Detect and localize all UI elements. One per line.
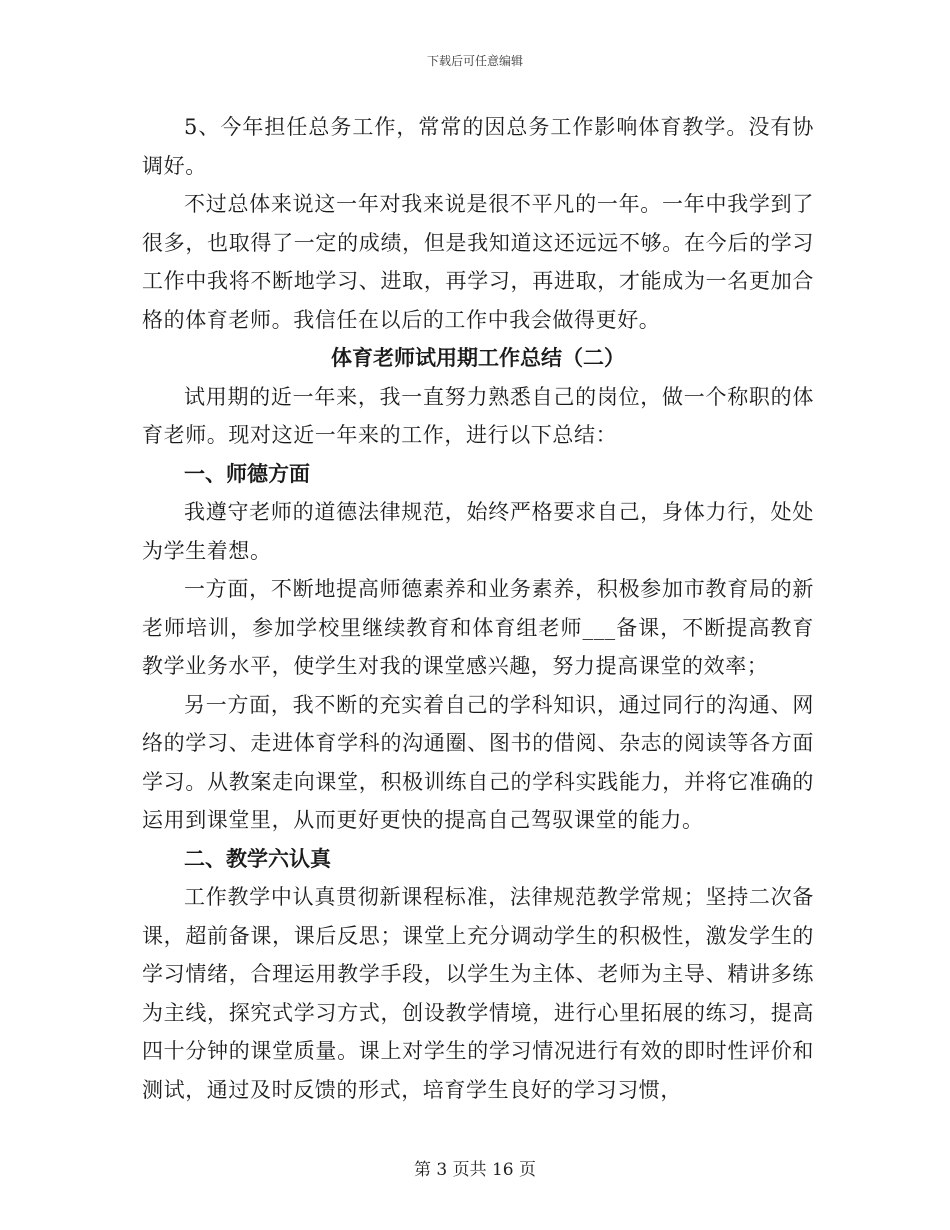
paragraph-ethics-2: 一方面，不断地提高师德素养和业务素养，积极参加市教育局的新老师培训，参加学校里继续教育和体育组老师___备课，不断提高教育教学业务水平，使学生对我的课堂感兴趣，努力提高课堂的效率；: [142, 577, 814, 678]
paragraph-teaching: 工作教学中认真贯彻新课程标准，法律规范教学常规；坚持二次备课，超前备课，课后反思；课堂上充分调动学生的积极性，激发学生的学习情绪，合理运用教学手段，以学生为主体、老师为主导、精讲多练为主线，探究式学习方式，创设教学情境，进行心里拓展的练习，提高四十分钟的课堂质量。课上对学生的学习情况进行有效的即时性评价和测试，通过及时反馈的形式，培育学生良好的学习习惯，: [142, 885, 814, 1102]
heading-teaching: 二、教学六认真: [184, 846, 331, 871]
document-body: [142, 108, 814, 1109]
section-title: 体育老师试用期工作总结（二）: [331, 346, 625, 370]
page-header: 下载后可任意编辑: [426, 54, 523, 68]
paragraph-general-affairs: 5、今年担任总务工作，常常的因总务工作影响体育教学。没有协调好。: [142, 115, 814, 178]
paragraph-intro: 试用期的近一年来，我一直努力熟悉自己的岗位，做一个称职的体育老师。现对这近一年来的工作，进行以下总结：: [142, 384, 814, 447]
paragraph-ethics-3: 另一方面，我不断的充实着自己的学科知识，通过同行的沟通、网络的学习、走进体育学科的沟通圈、图书的借阅、杂志的阅读等各方面学习。从教案走向课堂，积极训练自己的学科实践能力，并将它准确的运用到课堂里，从而更好更快的提高自己驾驭课堂的能力。: [142, 692, 814, 832]
paragraph-year-summary: 不过总体来说这一年对我来说是很不平凡的一年。一年中我学到了很多，也取得了一定的成绩，但是我知道这还远远不够。在今后的学习工作中我将不断地学习、进取，再学习，再进取，才能成为一名更加合格的体育老师。我信任在以后的工作中我会做得更好。: [142, 192, 814, 332]
heading-teacher-ethics: 一、师德方面: [184, 461, 310, 486]
paragraph-ethics-1: 我遵守老师的道德法律规范，始终严格要求自己，身体力行，处处为学生着想。: [142, 500, 814, 563]
page-number: 第 3 页共 16 页: [413, 1160, 537, 1180]
